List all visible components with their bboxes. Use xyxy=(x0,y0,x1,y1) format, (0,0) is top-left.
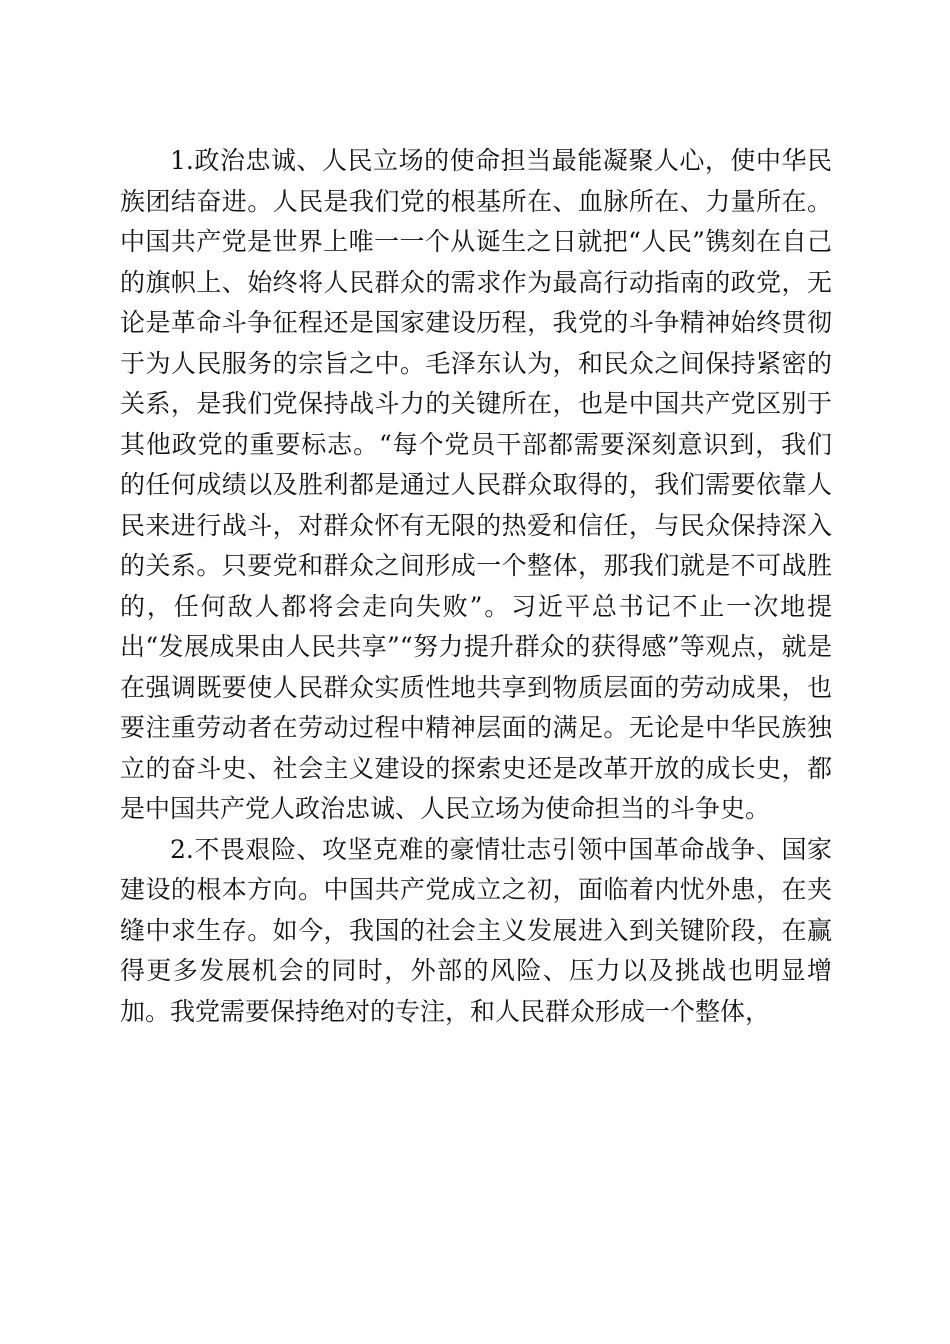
document-body xyxy=(120,141,832,1032)
paragraph-1: 1.政治忠诚、人民立场的使命担当最能凝聚人心，使中华民族团结奋进。人民是我们党的根基所在、血脉所在、力量所在。中国共产党是世界上唯一一个从诞生之日就把“人民”镌刻在自己的旗帜上、始终将人民群众的需求作为最高行动指南的政党，无论是革命斗争征程还是国家建设历程，我党的斗争精神始终贯彻于为人民服务的宗旨之中。毛泽东认为，和民众之间保持紧密的关系，是我们党保持战斗力的关键所在，也是中国共产党区别于其他政党的重要标志。“每个党员干部都需要深刻意识到，我们的任何成绩以及胜利都是通过人民群众取得的，我们需要依靠人民来进行战斗，对群众怀有无限的热爱和信任，与民众保持深入的关系。只要党和群众之间形成一个整体，那我们就是不可战胜的，任何敌人都将会走向失败”。习近平总书记不止一次地提出“发展成果由人民共享”“努力提升群众的获得感”等观点，就是在强调既要使人民群众实质性地共享到物质层面的劳动成果，也要注重劳动者在劳动过程中精神层面的满足。无论是中华民族独立的奋斗史、社会主义建设的探索史还是改革开放的成长史，都是中国共产党人政治忠诚、人民立场为使命担当的斗争史。 xyxy=(120,146,832,823)
paragraph-2: 2.不畏艰险、攻坚克难的豪情壮志引领中国革命战争、国家建设的根本方向。中国共产党成立之初，面临着内忧外患，在夹缝中求生存。如今，我国的社会主义发展进入到关键阶段，在赢得更多发展机会的同时，外部的风险、压力以及挑战也明显增加。我党需要保持绝对的专注，和人民群众形成一个整体， xyxy=(120,834,832,1026)
